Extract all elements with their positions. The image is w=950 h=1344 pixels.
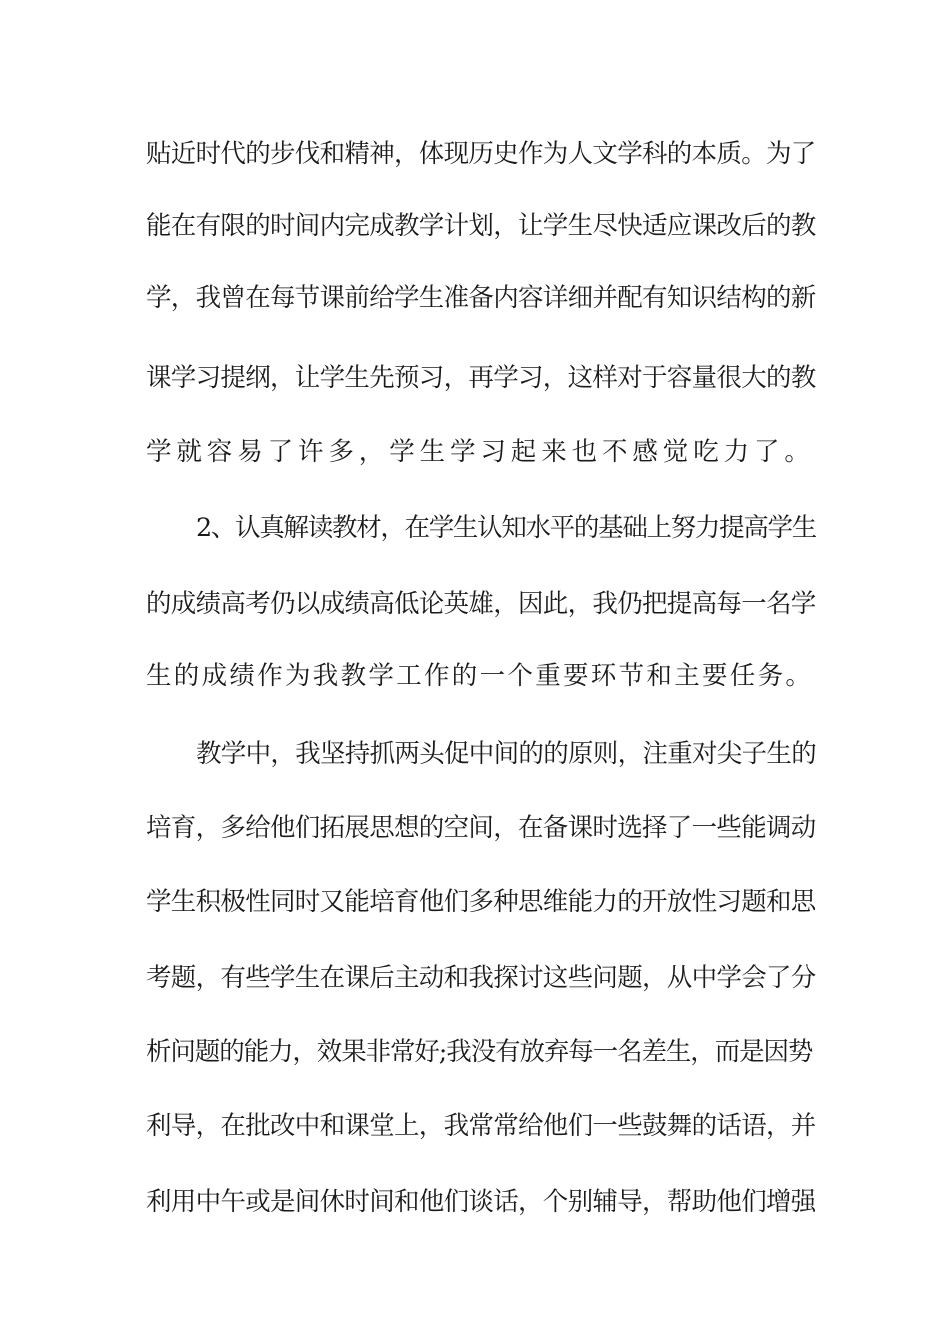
text-line: 培育，多给他们拓展思想的空间，在备课时选择了一些能调动 bbox=[146, 813, 816, 843]
paragraph-first-line: 2、认真解读教材，在学生认知水平的基础上努力提高学生 bbox=[196, 513, 816, 543]
text-line: 生的成绩作为我教学工作的一个重要环节和主要任务。 bbox=[146, 661, 814, 691]
text-line: 学生积极性同时又能培育他们多种思维能力的开放性习题和思 bbox=[146, 887, 816, 917]
text-line: 利导，在批改中和课堂上，我常常给他们一些鼓舞的话语，并 bbox=[146, 1111, 816, 1141]
text-line: 能在有限的时间内完成教学计划，让学生尽快适应课改后的教 bbox=[146, 211, 816, 241]
text-line: 课学习提纲，让学生先预习，再学习，这样对于容量很大的教 bbox=[146, 363, 816, 393]
text-line: 的成绩高考仍以成绩高低论英雄，因此，我仍把提高每一名学 bbox=[146, 589, 816, 619]
text-line: 学就容易了许多，学生学习起来也不感觉吃力了。 bbox=[146, 437, 815, 467]
text-line: 考题，有些学生在课后主动和我探讨这些问题，从中学会了分 bbox=[146, 963, 816, 993]
text-line: 贴近时代的步伐和精神，体现历史作为人文学科的本质。为了 bbox=[146, 139, 816, 169]
paragraph-first-line: 教学中，我坚持抓两头促中间的的原则，注重对尖子生的 bbox=[196, 739, 817, 769]
text-line: 利用中午或是间休时间和他们谈话，个别辅导，帮助他们增强 bbox=[146, 1187, 816, 1217]
text-line: 析问题的能力，效果非常好;我没有放弃每一名差生，而是因势 bbox=[146, 1037, 813, 1067]
text-line: 学，我曾在每节课前给学生准备内容详细并配有知识结构的新 bbox=[146, 283, 816, 313]
